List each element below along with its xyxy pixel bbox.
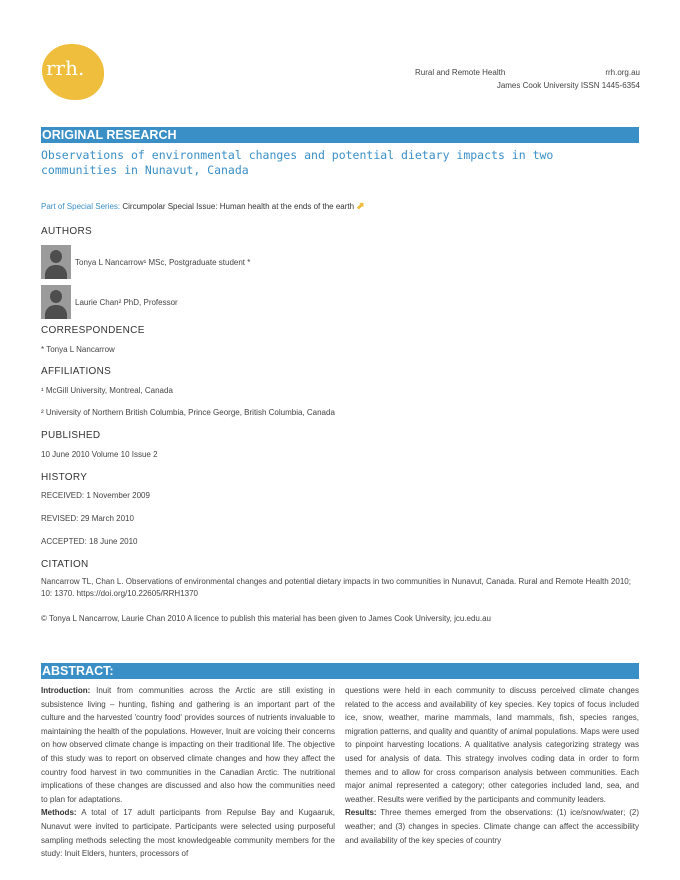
author-name[interactable]: Laurie Chan² PhD, Professor: [75, 297, 178, 307]
citation-text: Nancarrow TL, Chan L. Observations of environmental changes and potential dietary impacts in two communities in Nunavut, Canada. Rural and Remote Health 2010; 10: 1370. https://doi.org/10.22605/RRH1370: [41, 577, 631, 598]
affiliation-2: ² University of Northern British Columbia, Prince George, British Columbia, Canada: [41, 408, 335, 417]
abstract-column-right: [345, 684, 639, 847]
results-label: Results:: [345, 808, 377, 818]
history-revised: REVISED: 29 March 2010: [41, 514, 134, 523]
abstract-introduction: [41, 684, 335, 806]
author-row: [41, 245, 250, 279]
abstract-methods-continued: questions were held in each community to discuss perceived climate changes related to the access and availability of key species. Key topics of focus included ice, snow, weather, marine mammals, land mammals, fish, species ranges, migration patterns, and quality and quantity of animal populations. Maps were used to pinpoint harvesting locations. A qualitative analysis categorizing strategy was used for analysis of data. This strategy involves coding data in order to form themes and to allow for cross comparison analysis between communities. Each major animal represented a category; other categories included land, sea, and weather. Results were verified by the participants and community leaders.: [345, 686, 639, 804]
intro-label: Introduction:: [41, 686, 91, 695]
citation-heading: CITATION: [41, 559, 89, 570]
history-accepted: ACCEPTED: 18 June 2010: [41, 537, 138, 546]
results-text: Three themes emerged from the observations: (1) ice/snow/water; (2) weather; and (3) changes in species. Climate change can affect the accessibility and availability of the key species of country: [345, 808, 639, 845]
logo-text: rrh.: [46, 56, 85, 80]
arrow-icon[interactable]: ⬈: [356, 201, 365, 212]
history-received: RECEIVED: 1 November 2009: [41, 491, 150, 500]
avatar-icon: [41, 285, 71, 319]
correspondence-heading: CORRESPONDENCE: [41, 325, 145, 336]
author-name[interactable]: Tonya L Nancarrow¹ MSc, Postgraduate student *: [75, 257, 251, 267]
section-bar-original-research: ORIGINAL RESEARCH: [41, 127, 639, 143]
publisher-issn: James Cook University ISSN 1445-6354: [496, 81, 640, 90]
series-link[interactable]: Circumpolar Special Issue: Human health at the ends of the earth: [122, 202, 355, 211]
article-title: Observations of environmental changes and potential dietary impacts in two communities in Nunavut, Canada: [41, 148, 554, 177]
abstract-methods: [41, 806, 335, 860]
journal-header-info: [415, 66, 640, 92]
journal-name: Rural and Remote Health: [415, 68, 506, 77]
journal-website[interactable]: rrh.org.au: [605, 68, 640, 77]
series-prefix: Part of Special Series:: [41, 202, 123, 211]
license-text: © Tonya L Nancarrow, Laurie Chan 2010 A licence to publish this material has been given to James Cook University, jcu.edu.au: [41, 614, 491, 623]
correspondence-contact[interactable]: * Tonya L Nancarrow: [41, 345, 115, 354]
abstract-column-left: [41, 684, 335, 861]
affiliations-heading: AFFILIATIONS: [41, 366, 112, 377]
history-heading: HISTORY: [41, 472, 88, 483]
affiliation-1: ¹ McGill University, Montreal, Canada: [41, 386, 173, 395]
authors-heading: AUTHORS: [41, 226, 92, 237]
published-heading: PUBLISHED: [41, 430, 101, 441]
journal-logo[interactable]: [42, 44, 104, 100]
author-row: [41, 285, 178, 319]
special-series: [41, 201, 365, 212]
methods-label: Methods:: [41, 808, 77, 818]
intro-text: Inuit from communities across the Arctic are still existing in subsistence living – hunting, fishing and gathering is an important part of the culture and the harvested 'country food' provides sources of nutrients invaluable to maintaining the health of the populations. However, Inuit are voicing their concerns on how observed climate change is impacting on their traditional life. The objective of this study was to report on observed climate changes and how they affect the country food harvest in two communities in the Canadian Arctic. The nutritional implications of these changes are discussed and also how the communities need to plan for adaptations.: [41, 686, 335, 804]
section-bar-abstract: ABSTRACT:: [41, 663, 639, 679]
methods-text: A total of 17 adult participants from Repulse Bay and Kugaaruk, Nunavut were invited to participate. Participants were selected using purposeful sampling methods selecting the most knowledgeable community members for the study: Inuit Elders, hunters, processors of: [41, 808, 335, 859]
abstract-results: [345, 806, 639, 847]
published-info: 10 June 2010 Volume 10 Issue 2: [41, 450, 158, 459]
avatar-icon: [41, 245, 71, 279]
